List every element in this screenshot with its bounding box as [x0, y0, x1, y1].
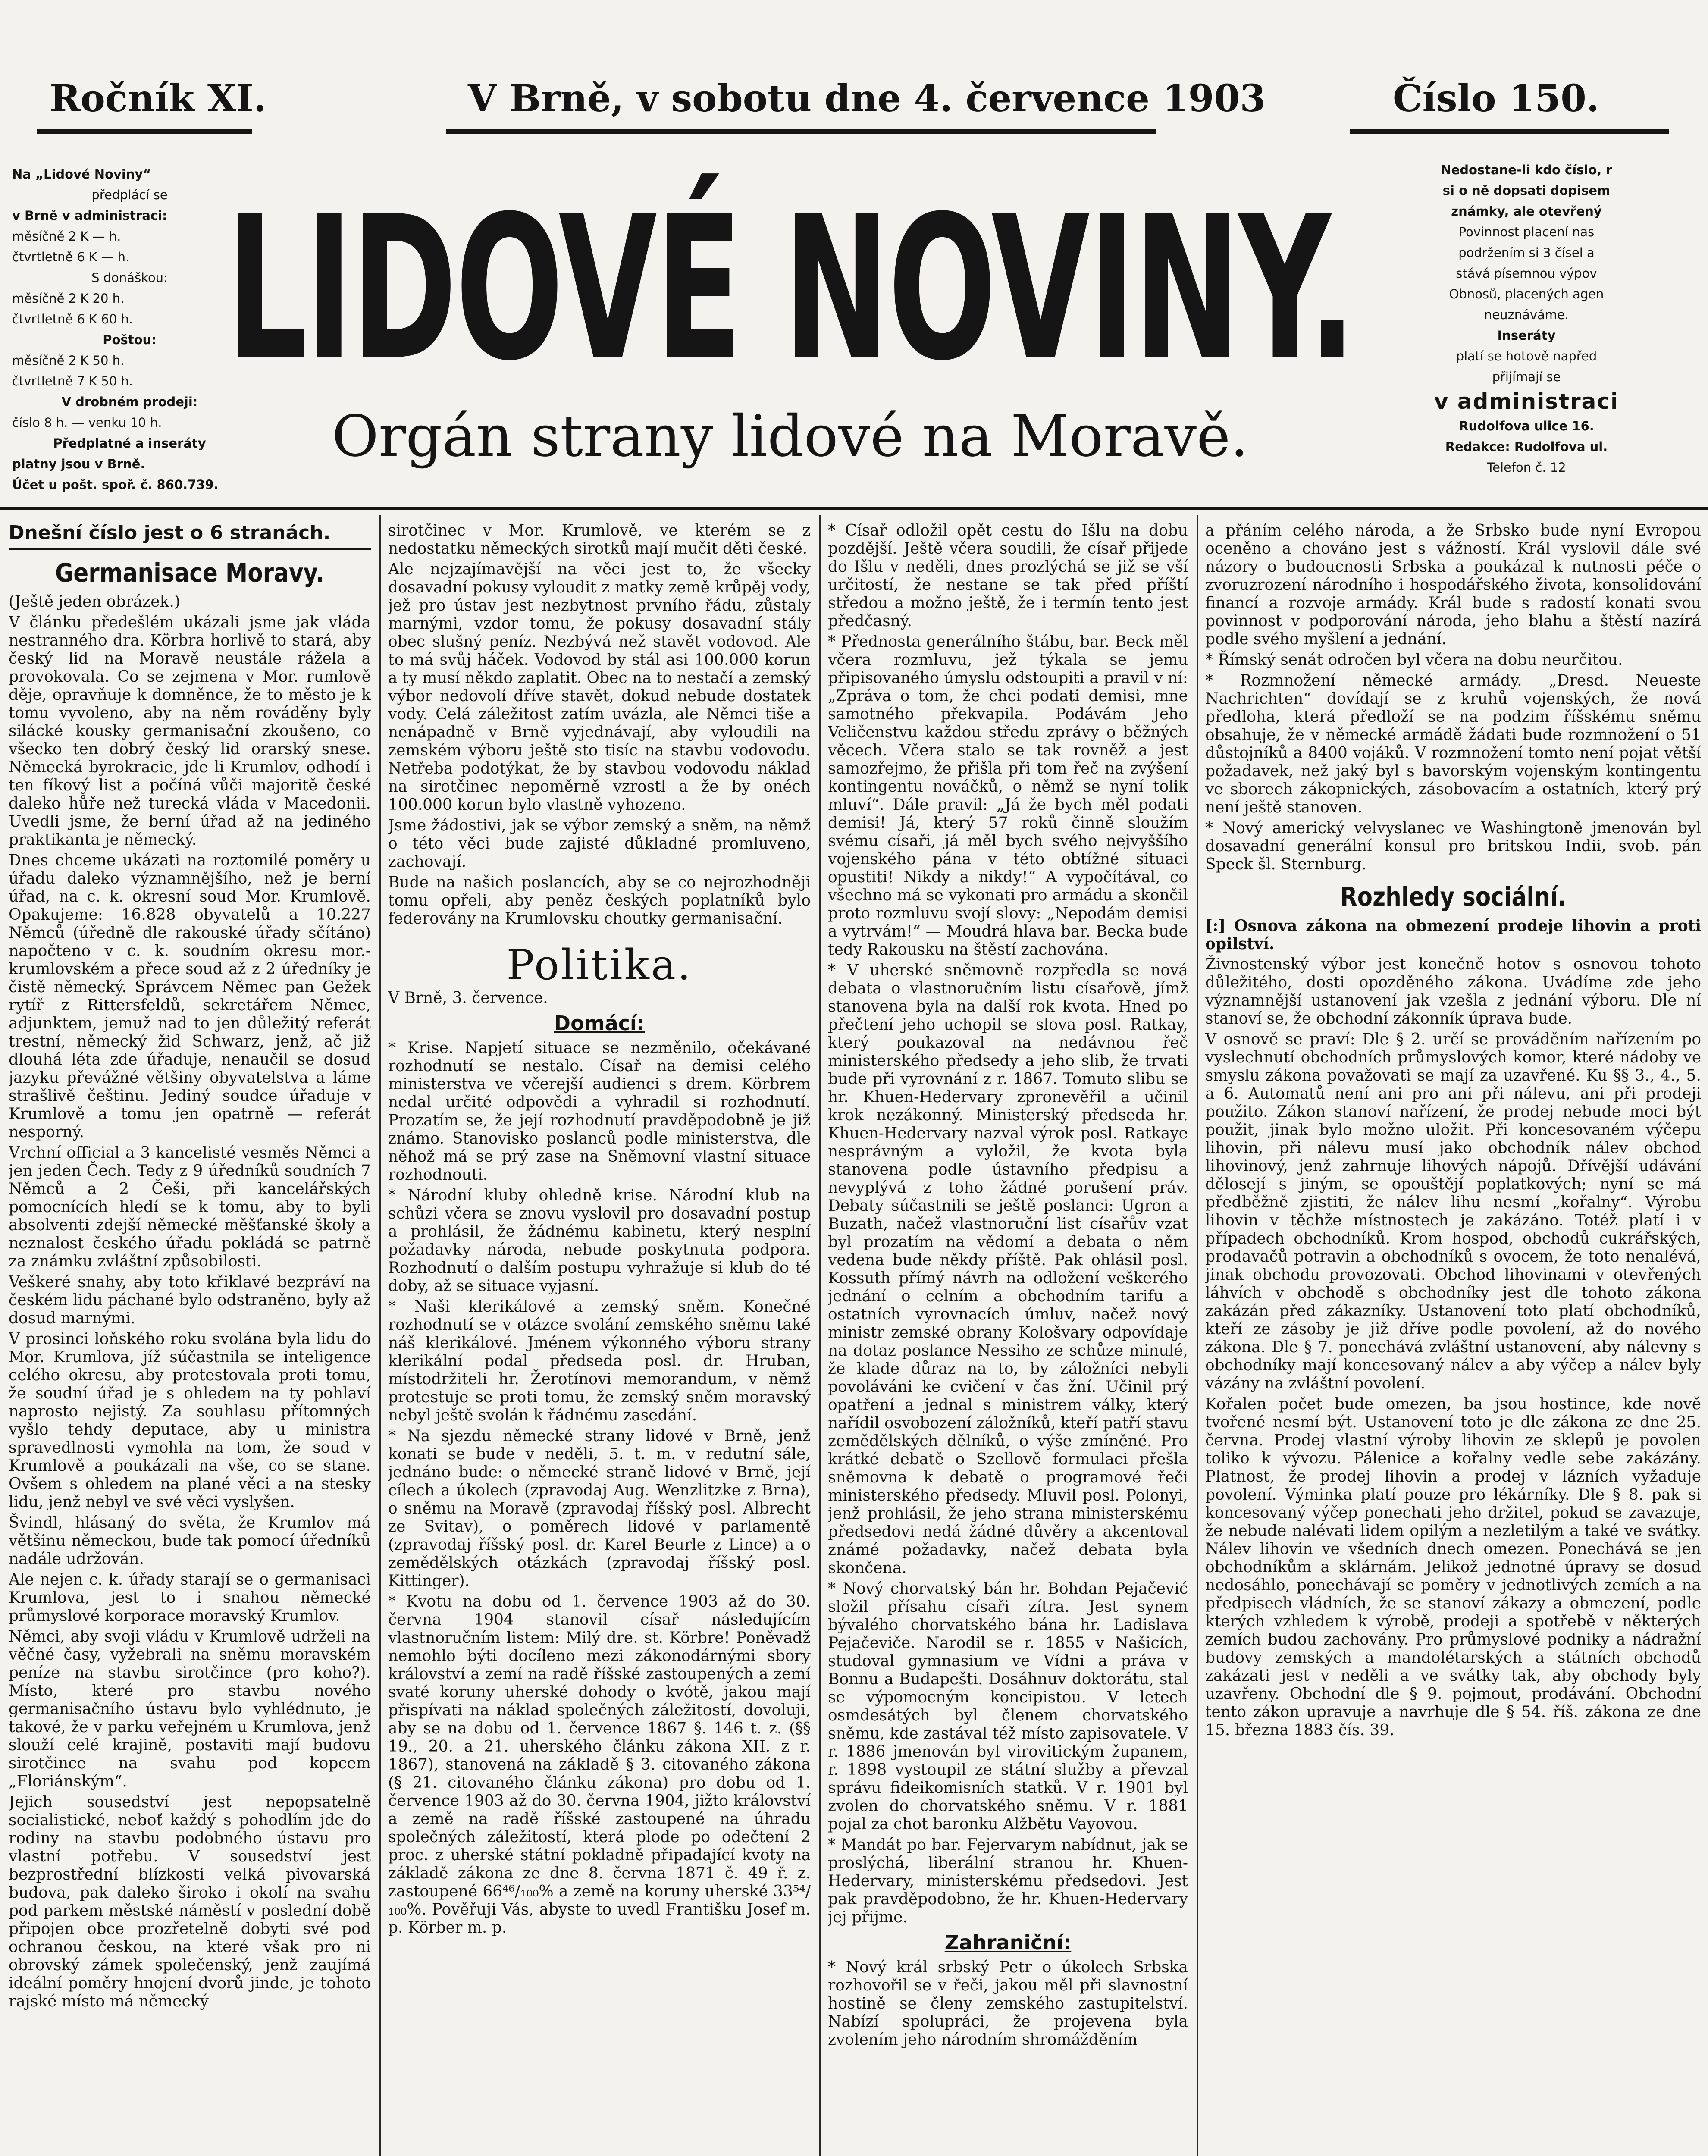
paragraph: Němci, aby svoji vládu v Krumlově udrželi na věčné časy, vyžebrali na sněmu moravském peníze na stavbu sirotčince (pro koho?). Místo, které pro stavbu nového germanisačního ústavu bylo vyhlédnuto, je takové, že v parku veřejném u Krumlova, jenž slouží celé krajině, postaviti mají budovu sirotčince na svahu pod kopcem „Floriánským“.	[9, 1628, 371, 1790]
subscription-line: čtvrtletně 7 K 50 h.	[12, 374, 133, 389]
paragraph: V článku předešlém ukázali jsme jak vláda nestranného dra. Körbra horlivě to stará, aby český lid na Moravě neustále rážela a provokovala. Co se zejmena v Mor. rumlově děje, opravňuje k domněnce, že to město je k tomu vyvoleno, aby na něm rováděny byly silácké kousky germanisační zkoušeno, co všecko ten dobrý český lid orarský snese. Německá byrokracie, jde li Krumlov, odhodí i ten fíkový list a počíná vůči majoritě české daleko hůře než turecká vláda v Macedonii. Uvedli jsme, že berní úřad až na jediného praktikanta je německý.	[9, 614, 371, 849]
paragraph: * Krise. Napjetí situace se nezměnilo, očekávané rozhodnutí se nestalo. Císař na demisi celého ministerstva ve včerejší audienci s drem. Körbrem nedal určité odpovědi a vyhradil si rozhodnutí. Prozatím se, že její rozhodnutí pravděpodobně je již známo. Stanovisko poslanců podle ministerstva, dle něhož má se prý zase na Sněmovní vlastní situace rozhodnouti.	[388, 1039, 811, 1184]
issue-number: Číslo 150.	[1393, 77, 1599, 120]
paragraph: Bude na našich poslancích, aby se co nejrozhodněji tomu opřeli, aby peněz českých poplatníků bylo federovány na Krumlovsku choutky germanisační.	[388, 874, 811, 928]
paragraph: Ale nejen c. k. úřady starají se o germanisaci Krumlova, jest to i snahou německé průmyslové korporace moravský Krumlov.	[9, 1571, 371, 1625]
top-rule-right	[1350, 129, 1669, 134]
paragraph: sirotčinec v Mor. Krumlově, ve kterém se z nedostatku německých sirotků mají mučit děti české.	[388, 522, 811, 558]
paragraph: Švindl, hlásaný do světa, že Krumlov má většinu německou, bude tak pomocí úředníků nadále udržován.	[9, 1514, 371, 1568]
subscription-line: Na „Lidové Noviny“	[12, 167, 151, 182]
info-line: Obnosů, placených agen	[1449, 287, 1604, 301]
column-2	[388, 522, 811, 2156]
info-line: Inseráty	[1497, 328, 1556, 343]
section-heading-rozhledy: Rozhledy sociální.	[1340, 882, 1567, 912]
paragraph: Jejich sousedství jest nepopsatelně socialistické, neboť každý s pohodlím jde do rodiny na stavbu podobného ústavu pro vlastní potřebu. V sousedství jest bezprostřední blízkosti velká pivovarská budova, pak daleko široko i okolí na svahu pod parkem městské náměstí v poslední době připojen obce prozřetelně dobyti své pod ochranou českou, na které však pro ni obrovský zámek společenský, jenž zaujímá ideální poměry hnojení dvorů jinde, je tohoto rajské místo má německý	[9, 1793, 371, 2010]
subscription-line: platny jsou v Brně.	[12, 457, 145, 471]
column-4	[1205, 522, 1701, 2156]
paragraph: * Přednosta generálního štábu, bar. Beck měl včera rozmluvu, jež týkala se jemu připisovaného úmyslu odstoupiti a pravil v ní: „Zpráva o tom, že chci podati demisi, mne samotného překvapila. Podávám Jeho Veličenstvu každou středu zprávy o běžných věcech. Včera stalo se tak rovněž a jest samozřejmo, že přišla při tom řeč na zvýšení kontingentu nováčků, o němž se nyní tolik mluví“. Dále pravil: „Já že bych měl podati demisi! Já, který 57 roků činně sloužím svému císaři, já měl bych svého nejvyššího vojenského pána v této obtížné situaci opustiti! Nikdy a nikdy!“ A vypočítával, co všechno má se vykonati pro armádu a skončil proto rozmluvu svojí slovy: „Nepodám demisi a vytrvám!“ — Moudrá hlava bar. Becka bude tedy Rakousku na štěstí zachována.	[828, 633, 1188, 959]
paragraph: Dnes chceme ukázati na roztomilé poměry u úřadu daleko významnějšího, než je berní úřad, na c. k. okresní soud Mor. Krumlově. Opakujeme: 16.828 obyvatelů a 10.227 Němců (úředně dle rakouské úřady sčítáno) napočteno v c. k. soudním okresu mor.-krumlovském a přece soud až z 2 úředníky je čistě německý. Správcem Němec pan Gežek rytíř z Rittersfeldů, sekretářem Němec, adjunktem, jemuž nad to jen důležitý referát trestní, německý žid Schwarz, jenž, ač již dlouhá léta zde úřaduje, nenaučil se dosud jazyku převážné většiny obyvatelstva a láme strašlivě češtinu. Jediný soudce úřaduje v Krumlově a tomu jen opatrně — referát nesporný.	[9, 852, 371, 1141]
divider	[9, 548, 371, 550]
subsection-heading-zahranicni: Zahraniční:	[944, 1931, 1072, 1954]
paragraph: Kořalen počet bude omezen, ba jsou hostince, kde nově tvořené nesmí být. Ustanovení toto je dle zákona ze dne 25. června. Prodej vlastní výroby lihovin ze sklepů je povolen toliko k vývozu. Pálenice a kořalny vedle sebe zakázány. Platnost, že prodej lihovin a prodej v lázních vyžaduje povolení. Výminka platí pouze pro lékárníky. Dle § 8. pak si koncesovaný výčep ponechati jeho držitel, pokud se zavazuje, že nebude nalévati lidem opilým a nezletilým a také ve svátky. Nálev lihovin ve všedních dnech omezen. Ponechává se jen obchodníkům a sklárnám. Jelikož jednotné úpravy se dosud nedosáhlo, ponechávají se poměry v jednotlivých zemích a na předpisech vládních, že se stanoví zákazy a obmezení, podle kterých vzhledem k výrobě, prodeji a spotřebě v některých zemích budou zachovány. Pro průmyslové podniky a nádražní budovy zemských a mandolétarských a státních obchodů zakázati jest v neděli a ve svátky tak, aby obchody byly uzavřeny. Obchodní dle § 9. pojmout, prodávání. Obchodní tento zákon upravuje a navrhuje dle § 54. říš. zákona ze dne 15. března 1883 čís. 39.	[1205, 1395, 1701, 1739]
info-line: Redakce: Rudolfova ul.	[1445, 439, 1608, 454]
paragraph-lead: [:] Osnova zákona na obmezení prodeje lihovin a proti opilství.	[1205, 917, 1701, 953]
info-line: stává písemnou výpov	[1456, 266, 1597, 281]
subscription-line: měsíčně 2 K 50 h.	[12, 353, 125, 368]
info-line: v administraci	[1434, 389, 1619, 414]
paragraph: a přáním celého národa, a že Srbsko bude nyní Evropou oceněno a chováno jest s vážností. Král vyslovil dále své názory o budoucnosti Srbska a poukázal k nutnosti péče o zvoruzrození národního i hospodářského života, konsolidování financí a rozvoje armády. Král bude s radostí konati svou povinnost v podporování národa, jeho blahu a štěstí nazírá podle svého myšlení a jednání.	[1205, 522, 1701, 648]
paragraph: * Římský senát odročen byl včera na dobu neurčitou.	[1205, 651, 1623, 669]
paragraph: * V uherské sněmovně rozpředla se nová debata o vlastnoručním listu císařově, jímž stanovena byla na další rok kvota. Hned po přečtení jeho uchopil se slova posl. Ratkay, který poukazoval na nedávnou řeč ministerského předsedy a jeho slib, že trvati bude při vyrovnání z r. 1867. Tomuto slibu se hr. Khuen-Hedervary zpronevěřil a učinil krok nezákonný. Ministerský předseda hr. Khuen-Hedervary nazval výrok posl. Ratkaye nesprávným a vyložil, že kvota byla stanovena podle ústavního předpisu a nevyplývá z toho žádné porušení práv. Debaty súčastnili se ještě poslanci: Ugron a Buzath, načež vlastnoruční list císařův vzat byl prozatím na vědomí a debata o něm vedena bude někdy příště. Pak ohlásil posl. Kossuth přímý návrh na odložení veškerého jednání o celním a obchodním tarifu a ostatních vyrovnacích úmluv, načež nový ministr zemské obrany Kološvary odpovídaje na dotaz poslance Nessiho ze schůze minulé, že klade důraz na to, by záložníci nebyli povoláváni ke cvičení v čas žní. Učinil prý opatření a jednal s ministrem války, který nařídil osvobození záložníků, kteří patří stavu zemědělských dělníků, o výše zmíněné. Pro krátké debatě o Szellově formulaci přešla sněmovna k debatě o programové řeči ministerského předsedy. Mluvil posl. Polonyi, jenž prohlásil, že jeho strana ministerskému předsedovi nedá žádné důvěry a akcentoval známé požadavky, načež debata byla skončena.	[828, 962, 1188, 1577]
info-line: si o ně dopsati dopisem	[1442, 183, 1611, 198]
info-line: Nedostane-li kdo číslo, r	[1441, 163, 1612, 177]
column-1	[9, 522, 371, 2156]
subscription-line: v Brně v administraci:	[12, 208, 167, 223]
info-box	[1371, 160, 1682, 478]
top-rule-left	[37, 129, 252, 134]
subscription-line: měsíčně 2 K 20 h.	[12, 291, 125, 306]
paragraph: * Nový chorvatský bán hr. Bohdan Pejačević složil přísahu císaři zítra. Jest synem bývalého chorvatského bána hr. Ladislava Pejačeviče. Narodil se r. 1855 v Našicích, studoval gymnasium ve Vídni a práva v Bonnu a Budapešti. Dosáhnuv doktorátu, stal se výpomocným koncipistou. V letech osmdesátých byl členem chorvatského sněmu, kde zastával též místo zapisovatele. V r. 1886 jmenován byl virovitickým županem, r. 1898 vystoupil ze státní služby a převzal správu fideikomisních statků. V r. 1901 byl zvolen do chorvatského sněmu. V r. 1881 pojal za chot baronku Alžbětu Vayovou.	[828, 1580, 1188, 1833]
column-rule	[379, 515, 381, 2156]
info-line: platí se hotově napřed	[1456, 349, 1597, 364]
subscription-line: předplácí se	[91, 188, 168, 202]
paragraph: * Rozmnožení německé armády. „Dresd. Neueste Nachrichten“ dovídají se z kruhů vojenských, že nová předloha, která předloží se na podzim říšskému sněmu obsahuje, že v německé armádě žádati bude rozmnožení o 51 důstojníků a 8400 vojáků. V rozmnožení tomto není pojat větší požadavek, než jaký byl s bavorským vojenským kontingentu ve sborech zákopnických, zásobovacím a ostatních, který prý není ještě stanoven.	[1205, 672, 1701, 816]
paragraph: * Nový americký velvyslanec ve Washingtoně jmenován byl dosavadní generální konsul pro britskou Indii, svob. pán Speck šl. Sternburg.	[1205, 819, 1701, 873]
paragraph: * Mandát po bar. Fejervarym nabídnut, jak se proslýchá, liberální stranou hr. Khuen-Hedervary, ministerskému předsedovi. Jest pak pravděpodobno, že hr. Khuen-Hedervary jej přijme.	[828, 1836, 1188, 1926]
info-line: Povinnost placení nas	[1458, 225, 1595, 239]
paragraph: * Naši klerikálové a zemský sněm. Konečné rozhodnutí se v otázce svolání zemského sněmu také náš klerikálové. Jménem výkonného výboru strany klerikální podal předseda posl. dr. Hruban, místodržiteli hr. Žerotínovi memorandum, v němž protestuje se proti tomu, že zemský sněm moravský nebyl ještě svolán k řádnému zasedání.	[388, 1298, 811, 1424]
newspaper-subtitle: Orgán strany lidové na Moravě.	[332, 403, 1249, 470]
masthead	[226, 173, 1354, 404]
section-dateline: V Brně, 3. července.	[388, 989, 548, 1007]
info-line: neuznáváme.	[1484, 307, 1569, 322]
info-line: Rudolfova ulice 16.	[1459, 419, 1594, 433]
subsection-heading-domaci: Domácí:	[554, 1012, 645, 1035]
info-line: podržením si 3 čísel a	[1458, 245, 1595, 260]
article-headline: Germanisace Moravy.	[55, 558, 325, 588]
subscription-line: Účet u pošt. spoř. č. 860.739.	[12, 477, 219, 492]
paragraph: * Kvotu na dobu od 1. července 1903 až do 30. června 1904 stanovil císař následujícím vlastnoručním listem: Milý dre. st. Körbre! Poněvadž nemohlo býti docíleno mezi zákonodárnými sbory království a zemí na radě říšské zastoupených a zemí svaté koruny uherské dohody o kvótě, jakou mají přispívati na náklad společných záležitostí, dovoluji, aby se na dobu od 1. července 1867 §. 146 t. z. (§§ 19., 20. a 21. uherského článku zákona XII. z r. 1867), stanovená na základě § 3. citovaného zákona (§ 21. citovaného článku zákona) pro dobu od 1. července 1903 až do 30. června 1904, jižto království a země na radě říšské zastoupené na úhradu společných záležitostí, která plode po odečtení 2 proc. z uherské státní pokladně připadající kvoty na základě zákona ze dne 8. června 1871 č. 49 ř. z. zastoupené 66⁴⁶/₁₀₀% a země na koruny uherské 33⁵⁴/₁₀₀%. Pověřuji Vás, abyste to uvedl Františku Josef m. p. Körber m. p.	[388, 1593, 811, 1937]
subscription-line: měsíčně 2 K — h.	[12, 229, 121, 244]
info-line: známky, ale otevřený	[1451, 204, 1602, 219]
column-rule	[1197, 515, 1198, 2156]
subscription-line: Poštou:	[103, 332, 157, 347]
paragraph: Živnostenský výbor jest konečně hotov s osnovou tohoto důležitého, dosti opozděného zákona. Uvádíme zde jeho významnější ustanovení jak vzešla z jednání výboru. Dle ní stanoví se, že obchodní zákonník úprava bude.	[1205, 956, 1701, 1028]
subscription-line: čtvrtletně 6 K 60 h.	[12, 312, 133, 326]
info-line: přijímají se	[1492, 370, 1561, 384]
newspaper-title: LIDOVÉ NOVINY.	[226, 173, 1354, 404]
subscription-line: V drobném prodeji:	[61, 395, 198, 409]
paragraph: * Císař odložil opět cestu do Išlu na dobu pozdější. Ještě včera soudili, že císař přijede do Išlu v neděli, dnes prozlýchá se již se vší určitostí, že nestane se tak před příští středou a možno ještě, že i termín tento jest předčasný.	[828, 522, 1188, 630]
column-rule	[819, 515, 821, 2156]
header-rule	[0, 507, 1708, 510]
paragraph: * Nový král srbský Petr o úkolech Srbska rozhovořil se v řeči, jakou měl při slavnostní hostině se členy zemského zastupitelství. Nabízí spolupráci, že projevena byla zvolením jeho národním shromážděním	[828, 1959, 1188, 2049]
subscription-box	[12, 164, 247, 495]
paragraph: * Národní kluby ohledně krise. Národní klub na schůzi včera se znovu vyslovil pro dosavadní postup a prohlásil, že žádnému kabinetu, který nesplní požadavky národa, nebude poskytnuta podpora. Rozhodnutí o dalším postupu vyhražuje si klub do té doby, až se situace vyjasní.	[388, 1187, 811, 1295]
pages-banner: Dnešní číslo jest o 6 stranách.	[9, 522, 331, 544]
section-heading-politika: Politika.	[506, 941, 693, 989]
subscription-line: číslo 8 h. — venku 10 h.	[12, 415, 162, 430]
paragraph: Vrchní official a 3 kancelisté vesměs Němci a jen jeden Čech. Tedy z 9 úředníků soudních 7 Němců a 2 Češi, při kancelářských pomocnících hledí se k tomu, aby to byli absolventi zdejší německé měšťanské školy a neznalost českého úřadu pokládá se patrně za známku zvláštní způsobilosti.	[9, 1144, 371, 1270]
volume-label: Ročník XI.	[50, 77, 266, 120]
top-rule-center	[446, 129, 1156, 134]
dateline: V Brně, v sobotu dne 4. července 1903	[468, 77, 1266, 120]
paragraph: V osnově se praví: Dle § 2. určí se prováděním nařízením po vyslechnutí obchodních průmyslových komor, které nádoby ve smyslu zákona považovati se mají za uzavřené. Ku §§ 3., 4., 5. a 6. Automatů není ani pro ani při nálevu, ani při prodeji použito. Zákon stanoví nařízení, že prodej nebude moci být použit, jinak bylo možno uložit. Při koncesovaném výčepu lihovin, při nálevu musí jako obchodník nálev obchod lihovinový, jenž zahrnuje lihových nápojů. Dřívější udávání dělosejí s jiným, se opouštějí poplatkových; nyní se má předběžně zjistiti, že nálev lihu nesmí „kořalny“. Výrobu lihovin v těchže místnostech je zakázáno. Totéž platí i v případech obchodníků. Krom hospod, obchodů cukrářských, prodavačů potravin a obchodníků s ovocem, že toto nenalévá, jinak obchodu provozovati. Obchod lihovinami v otevřených láhvích v obchodě s obchodníky jest dle tohoto zákona zakázán před zákazníky. Ustanovení toto platí obchodníků, kteří ze zásoby je již dříve podle povolení, až do nového zákona. Dle § 7. ponechává zvláštní ustanovení, aby nálevny s obchodníky mají koncesovaný nálev a aby výčep a nálev byly vázány na zvláštní povolení.	[1205, 1031, 1701, 1392]
info-line: Telefon č. 12	[1487, 460, 1566, 475]
paragraph: Ale nejzajímavější na věci jest to, že všecky dosavadní pokusy vyloudit z matky země krůpěj vody, jež pro ústav jest nezbytnost prvního řádu, zůstaly marnými, vzdor tomu, že pokusy dosavadní stály obec slušný peníz. Nezbývá než stavět vodovod. Ale to má svůj háček. Vodovod by stál asi 100.000 korun a ty musí někdo zaplatit. Obec na to nestačí a zemský výbor nedovolí dříve stavět, dokud nebude dostatek vody. Celá záležitost zatím uvázla, ale Němci tiše a nenápadně v Brně vyjednávají, aby vyloudili na zemském výboru ještě sto tisíc na stavbu vodovodu. Netřeba podotýkat, že by stavbou vodovodu náklad na sirotčinec nepoměrně vzrostl a že by onéch 100.000 korun bylo vlastně vyhozeno.	[388, 561, 811, 814]
paragraph: Jsme žádostivi, jak se výbor zemský a sněm, na němž o této věci bude zajisté důkladné promluveno, zachovají.	[388, 817, 811, 871]
article-subhead: (Ještě jeden obrázek.)	[9, 593, 180, 611]
column-3	[828, 522, 1188, 2156]
paragraph: * Na sjezdu německé strany lidové v Brně, jenž konati se bude v neděli, 5. t. m. v redutní sále, jednáno bude: o německé straně lidové v Brně, její cílech a úkolech (zpravodaj Aug. Wenzlitzke z Brna), o sněmu na Moravě (zpravodaj říšský posl. Albrecht ze Svitav), o poměrech lidové v parlamentě (zpravodaj říšský posl. dr. Karel Beurle z Lince) a o zemědělských otázkách (zpravodaj říšský posl. Kittinger).	[388, 1427, 811, 1590]
paragraph: V prosinci loňského roku svolána byla lidu do Mor. Krumlova, jíž súčastnila se inteligence celého okresu, aby protestovala proti tomu, že soudní úřad je s ohledem na ty pohlaví naprosto nejistý. Za souhlasu přítomných vyšlo tehdy deputace, aby u ministra spravedlnosti vymohla na tom, že soud v Krumlově a poukázali na vše, co se stane. Ovšem s ohledem na plané věci a na stesky lidu, jenž nebyl ve své věci vyslyšen.	[9, 1330, 371, 1511]
subscription-line: Předplatné a inseráty	[53, 436, 206, 451]
paragraph: Veškeré snahy, aby toto křiklavé bezpráví na českém lidu páchané bylo odstraněno, byly až dosud marnými.	[9, 1273, 371, 1327]
subscription-line: S donáškou:	[91, 270, 168, 285]
subscription-line: čtvrtletně 6 K — h.	[12, 250, 130, 264]
